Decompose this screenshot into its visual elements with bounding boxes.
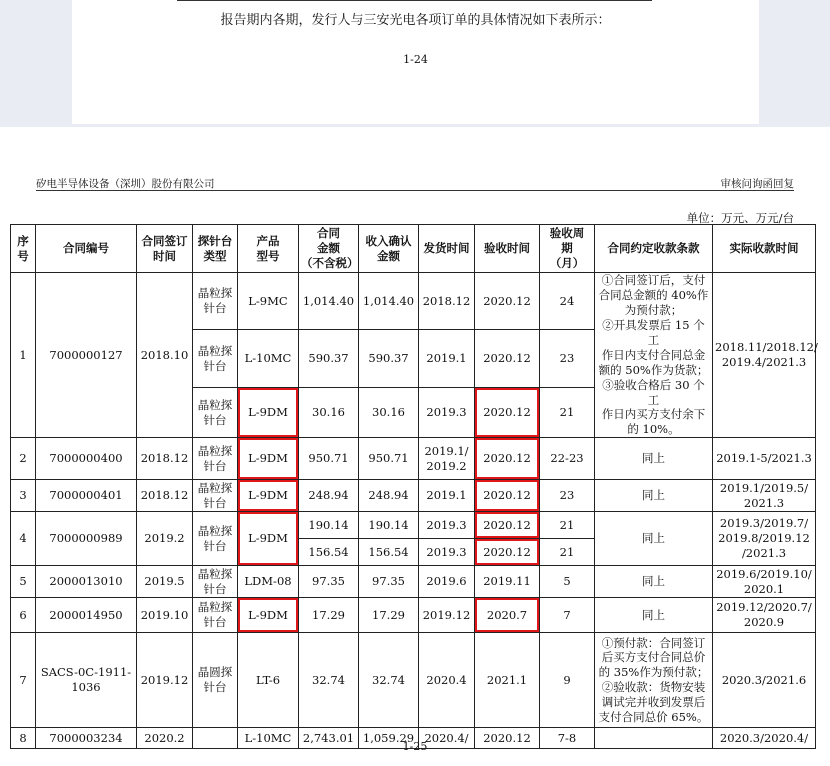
table-row: [11, 480, 816, 512]
cell-type: 晶粒探 针台: [193, 273, 238, 330]
cell-amount: 590.37: [299, 330, 359, 387]
cell-paid: 2019.1-5/2021.3: [713, 438, 816, 480]
cell-contract: 7000000400: [36, 438, 137, 480]
cell-cycle: 7: [540, 598, 595, 633]
cell-accept-highlighted: 2020.12: [475, 480, 540, 512]
cell-contract: 7000003234: [36, 728, 137, 749]
cell-amount: 1,014.40: [299, 273, 359, 330]
cell-revenue: 17.29: [359, 598, 419, 633]
cell-cycle: 22-23: [540, 438, 595, 480]
col-header-type: 探针台 类型: [193, 225, 238, 273]
cell-paid: 2019.6/2019.10/ 2020.1: [713, 566, 816, 598]
cell-model-highlighted: L-9DM: [238, 387, 299, 437]
company-name: 矽电半导体设备（深圳）股份有限公司: [36, 178, 215, 190]
cell-signed: 2020.2: [137, 728, 193, 749]
cell-no: 4: [11, 512, 36, 566]
col-header-amount: 合同 金额 （不含税）: [299, 225, 359, 273]
cell-amount: 30.16: [299, 387, 359, 437]
cell-terms: 同上: [595, 438, 713, 480]
cell-model-highlighted: L-9DM: [238, 512, 299, 566]
cell-accept: 2020.12: [475, 728, 540, 749]
cell-signed: 2019.2: [137, 512, 193, 566]
cell-contract: 7000000401: [36, 480, 137, 512]
col-header-model: 产品 型号: [238, 225, 299, 273]
cell-accept-highlighted: 2020.12: [475, 387, 540, 437]
cell-amount: 17.29: [299, 598, 359, 633]
cell-terms: 同上: [595, 598, 713, 633]
table-row: [11, 633, 816, 728]
cell-amount: 2,743.01: [299, 728, 359, 749]
col-header-ship: 发货时间: [419, 225, 475, 273]
col-header-terms: 合同约定收款条款: [595, 225, 713, 273]
cell-revenue: 30.16: [359, 387, 419, 437]
cell-type: 晶粒探 针台: [193, 512, 238, 566]
cell-cycle: 7-8: [540, 728, 595, 749]
cell-model: LDM-08: [238, 566, 299, 598]
cell-model-highlighted: L-9DM: [238, 598, 299, 633]
cell-amount: 156.54: [299, 539, 359, 566]
cell-model: LT-6: [238, 633, 299, 728]
page-number: 1-25: [402, 740, 428, 753]
cell-model: L-10MC: [238, 728, 299, 749]
cell-amount: 248.94: [299, 480, 359, 512]
cell-accept-highlighted: 2020.12: [475, 438, 540, 480]
cell-cycle: 24: [540, 273, 595, 330]
orders-table: [10, 224, 816, 749]
cell-ship: 2019.1: [419, 480, 475, 512]
col-header-paid: 实际收款时间: [713, 225, 816, 273]
cell-accept-highlighted: 2020.12: [475, 539, 540, 566]
cell-paid: 2020.3/2021.6: [713, 633, 816, 728]
cell-cycle: 21: [540, 539, 595, 566]
cell-revenue: 1,059.29: [359, 728, 419, 749]
cell-revenue: 97.35: [359, 566, 419, 598]
cell-paid: 2019.1/2019.5/ 2021.3: [713, 480, 816, 512]
intro-sentence: 报告期内各期，发行人与三安光电各项订单的具体情况如下表所示：: [220, 13, 611, 28]
cell-ship: 2018.12: [419, 273, 475, 330]
cell-contract: 2000013010: [36, 566, 137, 598]
cell-paid: 2020.3/2020.4/: [713, 728, 816, 749]
cell-contract: 7000000989: [36, 512, 137, 566]
cell-model: L-10MC: [238, 330, 299, 387]
cell-type: 晶粒探 针台: [193, 387, 238, 437]
cell-type: 晶粒探 针台: [193, 480, 238, 512]
cell-type: 晶粒探 针台: [193, 438, 238, 480]
table-row: [11, 598, 816, 633]
cell-model-highlighted: L-9DM: [238, 438, 299, 480]
cell-paid: 2019.3/2019.7/ 2019.8/2019.12 /2021.3: [713, 512, 816, 566]
cell-type: 晶圆探 针台: [193, 633, 238, 728]
cell-no: 1: [11, 273, 36, 438]
cell-no: 8: [11, 728, 36, 749]
cell-no: 5: [11, 566, 36, 598]
cell-accept: 2021.1: [475, 633, 540, 728]
cell-cycle: 21: [540, 387, 595, 437]
cell-terms: ①预付款：合同签订 后买方支付合同总价 的 35%作为预付款； ②验收款：货物安装 调试完并收到发票后 支付合同总价 65%。: [595, 633, 713, 728]
cell-revenue: 190.14: [359, 512, 419, 539]
cell-type: 晶粒探 针台: [193, 330, 238, 387]
cell-no: 6: [11, 598, 36, 633]
cell-ship: 2019.1: [419, 330, 475, 387]
cell-type: 晶粒探 针台: [193, 566, 238, 598]
cell-accept: 2020.12: [475, 273, 540, 330]
cell-revenue: 248.94: [359, 480, 419, 512]
cell-contract: SACS-0C-1911- 1036: [36, 633, 137, 728]
cell-revenue: 156.54: [359, 539, 419, 566]
cell-paid: 2018.11/2018.12/ 2019.4/2021.3: [713, 273, 816, 438]
cell-model-highlighted: L-9DM: [238, 480, 299, 512]
cell-amount: 190.14: [299, 512, 359, 539]
cell-cycle: 21: [540, 512, 595, 539]
cell-accept-highlighted: 2020.7: [475, 598, 540, 633]
cell-ship: 2020.4: [419, 633, 475, 728]
col-header-accept: 验收时间: [475, 225, 540, 273]
cell-ship: 2019.3: [419, 512, 475, 539]
col-header-cycle: 验收周 期 （月）: [540, 225, 595, 273]
cell-no: 7: [11, 633, 36, 728]
cell-type: 晶粒探 针台: [193, 598, 238, 633]
cell-cycle: 23: [540, 330, 595, 387]
cell-amount: 32.74: [299, 633, 359, 728]
col-header-no: 序 号: [11, 225, 36, 273]
cell-terms: 同上: [595, 512, 713, 566]
previous-page-sheet: [72, 0, 759, 124]
col-header-contract: 合同编号: [36, 225, 137, 273]
document-type: 审核问询函回复: [720, 178, 794, 190]
cell-no: 2: [11, 438, 36, 480]
cell-accept: 2020.12: [475, 330, 540, 387]
previous-page-number: 1-24: [403, 53, 428, 66]
cell-ship: 2019.3: [419, 387, 475, 437]
cell-revenue: 32.74: [359, 633, 419, 728]
cell-ship: 2019.1/ 2019.2: [419, 438, 475, 480]
cell-terms: 同上: [595, 566, 713, 598]
cell-ship: 2019.3: [419, 539, 475, 566]
cell-amount: 97.35: [299, 566, 359, 598]
cell-signed: 2018.10: [137, 273, 193, 438]
cell-model: L-9MC: [238, 273, 299, 330]
cell-signed: 2018.12: [137, 438, 193, 480]
cell-cycle: 9: [540, 633, 595, 728]
table-row: [11, 566, 816, 598]
cell-terms: ①合同签订后，支付 合同总金额的 40%作 为预付款； ②开具发票后 15 个工 作日内支付合同总金 额的 50%作为货款； ③验收合格后 30 个工 作日内买方支付余下 的 10%。: [595, 273, 713, 438]
cell-signed: 2019.5: [137, 566, 193, 598]
cell-signed: 2018.12: [137, 480, 193, 512]
unit-label: 单位：万元、万元/台: [686, 211, 794, 225]
cell-contract: 2000014950: [36, 598, 137, 633]
cell-no: 3: [11, 480, 36, 512]
cell-cycle: 23: [540, 480, 595, 512]
cell-accept-highlighted: 2020.12: [475, 512, 540, 539]
cell-ship: 2019.12: [419, 598, 475, 633]
previous-page-rule: [177, 0, 652, 1]
table-row: [11, 438, 816, 480]
header-rule: [36, 190, 794, 191]
table-row: [11, 512, 816, 539]
cell-contract: 7000000127: [36, 273, 137, 438]
cell-revenue: 950.71: [359, 438, 419, 480]
previous-page-fragment: [0, 0, 830, 127]
cell-revenue: 1,014.40: [359, 273, 419, 330]
col-header-revenue: 收入确认 金额: [359, 225, 419, 273]
cell-cycle: 5: [540, 566, 595, 598]
col-header-signed: 合同签订 时间: [137, 225, 193, 273]
cell-amount: 950.71: [299, 438, 359, 480]
table-row: [11, 273, 816, 330]
cell-paid: 2019.12/2020.7/ 2020.9: [713, 598, 816, 633]
cell-terms: 同上: [595, 480, 713, 512]
cell-ship: 2020.4/: [419, 728, 475, 749]
cell-signed: 2019.10: [137, 598, 193, 633]
table-header-row: [11, 225, 816, 273]
cell-signed: 2019.12: [137, 633, 193, 728]
cell-ship: 2019.6: [419, 566, 475, 598]
cell-accept: 2019.11: [475, 566, 540, 598]
cell-revenue: 590.37: [359, 330, 419, 387]
